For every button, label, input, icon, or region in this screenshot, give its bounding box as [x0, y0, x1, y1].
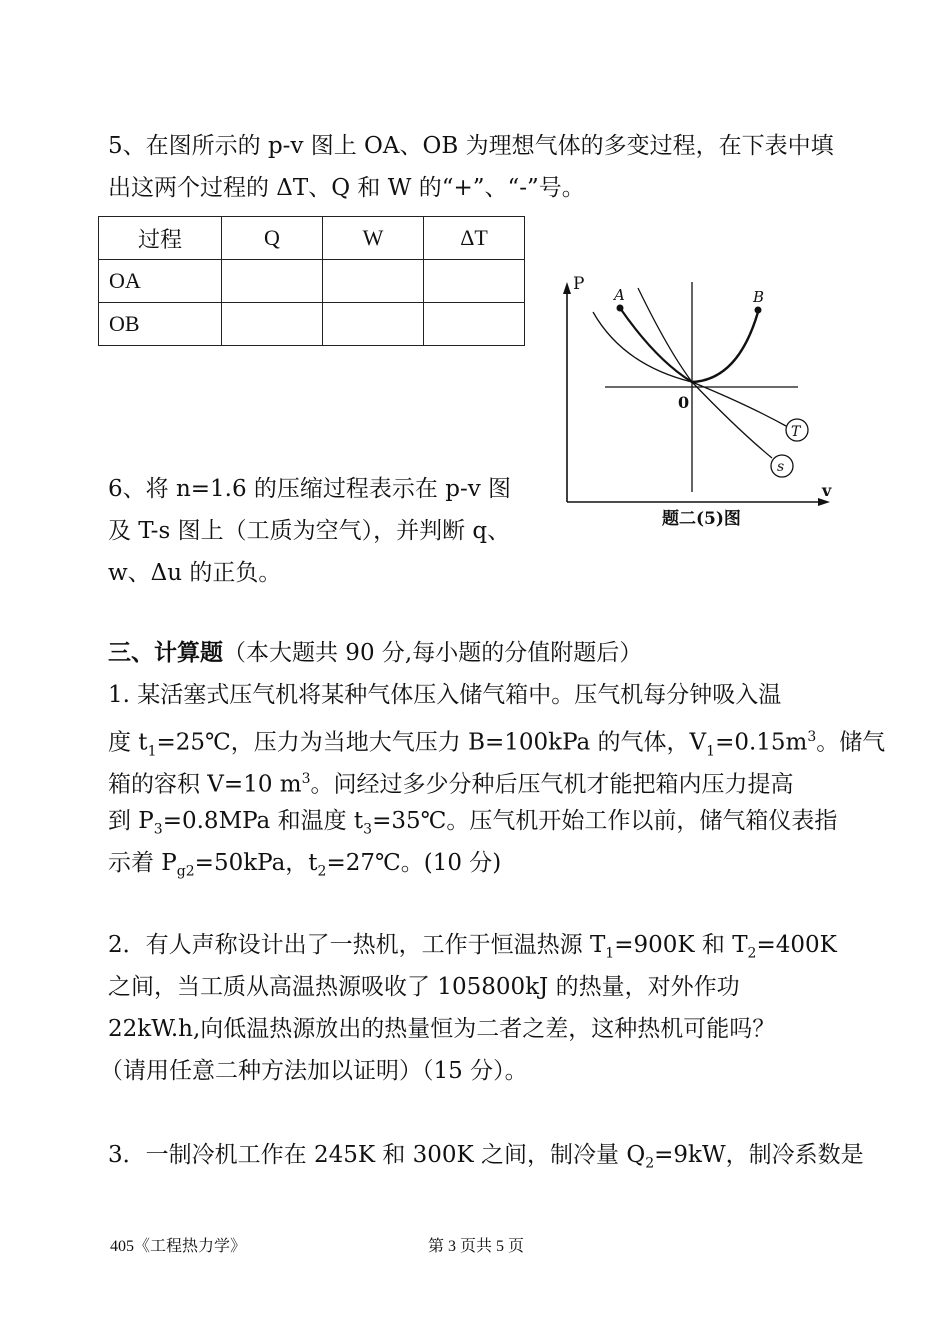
- point-b-dot: [755, 307, 761, 313]
- label-s: s: [777, 459, 785, 475]
- curve-steep: [638, 288, 692, 382]
- p1-line-4: [108, 806, 837, 845]
- axis-label-p: P: [573, 274, 585, 294]
- text: =400K: [756, 932, 837, 958]
- p1-line-5: [108, 848, 501, 887]
- table-cell: OA: [99, 260, 222, 303]
- pv-diagram-figure: [558, 270, 848, 538]
- table-cell: [424, 303, 525, 346]
- section-3-title: 三、计算题: [108, 639, 223, 666]
- superscript: 3: [807, 729, 817, 745]
- table-header-cell: 过程: [99, 217, 222, 260]
- label-b: B: [753, 288, 765, 306]
- curve-ob: [692, 312, 758, 382]
- section-3-heading: [108, 638, 642, 668]
- table-header-cell: W: [323, 217, 424, 260]
- q6-line-2: 及 T-s 图上（工质为空气），并判断 q、: [108, 518, 511, 544]
- subscript: 1: [706, 743, 716, 760]
- subscript: 2: [317, 863, 327, 880]
- figure-caption: 题二(5)图: [662, 509, 741, 529]
- table-cell: [424, 260, 525, 303]
- text: =50kPa，t: [194, 850, 318, 876]
- text: 到 P: [108, 808, 154, 834]
- subscript: 2: [645, 1155, 655, 1172]
- q5-line-1: 5、在图所示的 p-v 图上 OA、OB 为理想气体的多变过程，在下表中填: [108, 133, 834, 159]
- subscript: 1: [605, 945, 615, 962]
- superscript: 3: [301, 771, 311, 787]
- p3-line-1: [108, 1140, 864, 1179]
- p2-line-4: （请用任意二种方法加以证明）（15 分）。: [100, 1058, 528, 1084]
- footer-page-number: 第 3 页共 5 页: [428, 1238, 525, 1255]
- text: =0.8MPa 和温度 t: [162, 808, 364, 834]
- q6-line-3: w、Δu 的正负。: [108, 560, 282, 586]
- text: 箱的容积 V=10 m: [108, 771, 302, 798]
- p1-line-1: 1. 某活塞式压气机将某种气体压入储气箱中。压气机每分钟吸入温: [108, 682, 782, 708]
- text: 。问经过多少分种后压气机才能把箱内压力提高: [310, 771, 794, 798]
- p2-line-1: [108, 930, 837, 969]
- text: 示着 P: [108, 850, 177, 876]
- p-axis-arrow: [563, 282, 571, 294]
- table-row: [99, 303, 525, 346]
- q5-line-2: 出这两个过程的 ΔT、Q 和 W 的“+”、“-”号。: [108, 175, 585, 201]
- label-a: A: [614, 286, 625, 304]
- text: 2．有人声称设计出了一热机，工作于恒温热源 T: [108, 932, 606, 958]
- label-origin: 0: [678, 393, 690, 412]
- text: =27℃。(10 分): [326, 850, 502, 876]
- subscript: g2: [176, 863, 195, 880]
- text: 。储气: [816, 729, 886, 756]
- text: =900K 和 T: [614, 932, 748, 958]
- table-cell: [323, 260, 424, 303]
- curve-oa: [620, 308, 692, 382]
- text: =25℃，压力为当地大气压力 B=100kPa 的气体，V: [156, 729, 707, 756]
- text: 3．一制冷机工作在 245K 和 300K 之间，制冷量 Q: [108, 1142, 646, 1168]
- curve-t: [593, 312, 786, 426]
- p1-line-3: [108, 764, 794, 800]
- text: =9kW，制冷系数是: [654, 1142, 864, 1168]
- text: =0.15m: [715, 729, 808, 756]
- subscript: 2: [747, 945, 757, 962]
- label-t: T: [791, 424, 801, 440]
- table-cell: [222, 303, 323, 346]
- process-sign-table: [98, 216, 525, 346]
- section-3-note: （本大题共 90 分,每小题的分值附题后）: [223, 640, 643, 666]
- p2-line-3: 22kW.h,向低温热源放出的热量恒为二者之差，这种热机可能吗？: [108, 1016, 776, 1042]
- table-row: [99, 260, 525, 303]
- table-cell: OB: [99, 303, 222, 346]
- footer-course: 405《工程热力学》: [110, 1238, 247, 1255]
- subscript: 3: [363, 821, 373, 838]
- text: =35℃。压气机开始工作以前，储气箱仪表指: [372, 808, 838, 834]
- axis-label-v: v: [822, 481, 832, 500]
- text: 度 t: [108, 729, 148, 756]
- table-header-cell: ΔT: [424, 217, 525, 260]
- subscript: 3: [153, 821, 163, 838]
- curve-s: [692, 382, 772, 458]
- q6-line-1: 6、将 n=1.6 的压缩过程表示在 p-v 图: [108, 476, 512, 502]
- table-cell: [323, 303, 424, 346]
- table-header-cell: Q: [222, 217, 323, 260]
- point-a-dot: [617, 305, 623, 311]
- table-header-row: [99, 217, 525, 260]
- p1-line-2: [108, 722, 885, 766]
- subscript: 1: [147, 743, 157, 760]
- p2-line-2: 之间，当工质从高温热源吸收了 105800kJ 的热量，对外作功: [108, 974, 740, 1000]
- table-cell: [222, 260, 323, 303]
